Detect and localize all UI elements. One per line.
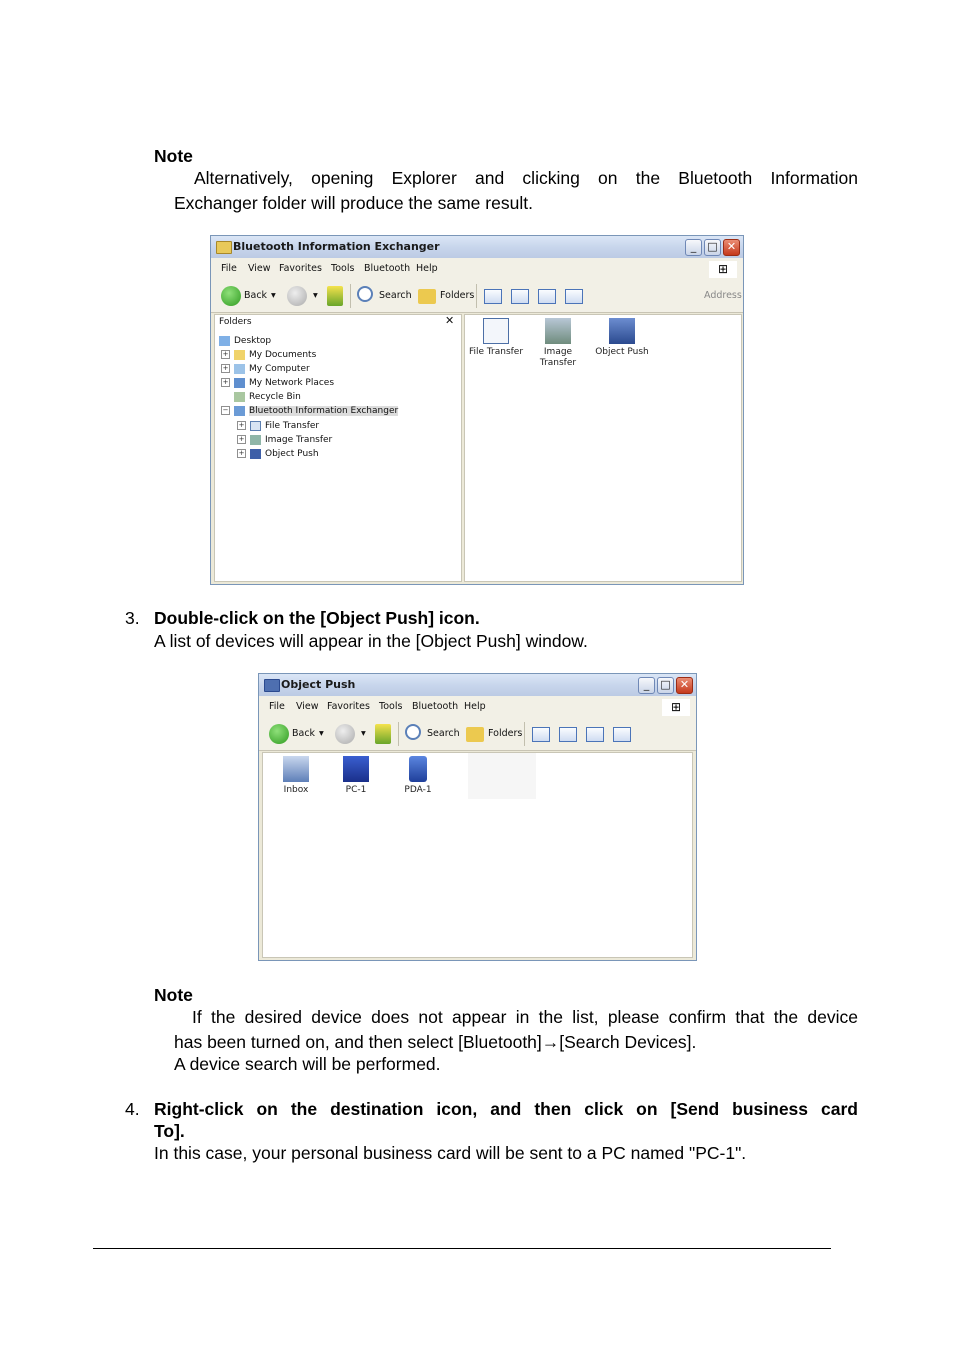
menu-file[interactable]: File [221,263,237,274]
view-tiles-icon[interactable] [511,289,529,304]
object-push-icon [264,679,280,692]
step-number: 3. [125,608,140,628]
step-title: Right-click on the destination icon, and then click on [Send business card [154,1099,858,1119]
folders-button[interactable]: Folders [488,728,523,739]
minimize-button[interactable]: _ [685,239,702,256]
search-button[interactable]: Search [427,728,460,739]
file-transfer-icon [250,421,261,431]
tree-item-my-computer[interactable]: + My Computer [222,364,310,374]
title-bar [259,674,696,696]
toolbar [211,280,743,313]
content-pane [262,752,693,958]
explorer-window-object-push [258,673,697,961]
menu-bluetooth[interactable]: Bluetooth [412,701,459,712]
tree-item-network-places[interactable]: + My Network Places [222,378,335,388]
menu-bar [259,696,696,719]
close-button[interactable]: ✕ [676,677,693,694]
search-icon[interactable] [405,724,421,740]
note-heading: Note [154,146,193,166]
note-text-line: Exchanger folder will produce the same result. [174,193,533,213]
item-file-transfer[interactable]: File Transfer [468,347,524,357]
menu-favorites[interactable]: Favorites [279,263,322,274]
windows-logo-icon: ⊞ [662,699,690,716]
up-folder-icon[interactable] [327,286,343,306]
tree-item-image-transfer[interactable]: + Image Transfer [238,435,333,445]
windows-logo-icon: ⊞ [709,261,737,278]
object-push-icon[interactable] [609,318,635,344]
note-text-line: Alternatively, opening Explorer and clicking on the Bluetooth Information [194,168,858,188]
close-button[interactable]: ✕ [723,239,740,256]
tree-item-object-push[interactable]: + Object Push [238,449,319,459]
title-bar [211,236,743,258]
computer-icon [234,364,245,374]
toolbar [259,718,696,751]
chevron-down-icon[interactable]: ▾ [313,290,318,301]
folders-button[interactable]: Folders [440,290,475,301]
window-title: Bluetooth Information Exchanger [233,240,440,253]
item-pda-1[interactable]: PDA-1 [404,785,432,795]
step-description: A list of devices will appear in the [Object Push] window. [154,631,588,651]
menu-favorites[interactable]: Favorites [327,701,370,712]
file-transfer-icon[interactable] [483,318,509,344]
menu-bluetooth[interactable]: Bluetooth [364,263,411,274]
folders-icon[interactable] [418,289,436,304]
recycle-bin-icon [234,392,245,402]
minimize-button[interactable]: _ [638,677,655,694]
view-list-icon[interactable] [565,289,583,304]
menu-tools[interactable]: Tools [379,701,403,712]
folders-pane [214,314,462,582]
up-folder-icon[interactable] [375,724,391,744]
address-label: Address [704,290,742,301]
search-button[interactable]: Search [379,290,412,301]
folders-icon[interactable] [466,727,484,742]
pda-icon[interactable] [409,756,427,782]
maximize-button[interactable]: □ [657,677,674,694]
back-button[interactable]: Back [244,290,268,301]
tree-item-my-documents[interactable]: + My Documents [222,350,317,360]
search-icon[interactable] [357,286,373,302]
view-thumbnails-icon[interactable] [532,727,550,742]
window-title: Object Push [281,678,356,691]
step-title: Double-click on the [Object Push] icon. [154,608,480,628]
chevron-down-icon[interactable]: ▾ [271,290,276,301]
content-pane [464,314,742,582]
inbox-icon[interactable] [283,756,309,782]
back-arrow-icon[interactable] [269,724,289,744]
item-image-transfer[interactable]: Image Transfer [539,347,577,368]
menu-bar [211,258,743,281]
forward-arrow-icon[interactable] [287,286,307,306]
menu-tools[interactable]: Tools [331,263,355,274]
step-title: To]. [154,1121,185,1141]
note-text-line: If the desired device does not appear in the list, please confirm that the device [192,1007,858,1027]
menu-view[interactable]: View [248,263,271,274]
maximize-button[interactable]: □ [704,239,721,256]
tree-item-desktop[interactable]: Desktop [219,334,271,348]
bluetooth-icon [234,406,245,416]
folders-pane-label: Folders [219,317,252,327]
back-arrow-icon[interactable] [221,286,241,306]
close-icon[interactable]: ✕ [445,314,455,327]
item-inbox[interactable]: Inbox [283,785,309,795]
tree-item-file-transfer[interactable]: + File Transfer [238,421,320,431]
documents-folder-icon [234,350,245,360]
step-description: In this case, your personal business card will be sent to a PC named "PC-1". [154,1143,747,1163]
forward-arrow-icon[interactable] [335,724,355,744]
view-tiles-icon[interactable] [559,727,577,742]
tree-item-bluetooth-exchanger[interactable]: − Bluetooth Information Exchanger [222,406,399,416]
object-push-icon [250,449,261,459]
explorer-window-bluetooth [210,235,744,585]
menu-file[interactable]: File [269,701,285,712]
menu-view[interactable]: View [296,701,319,712]
chevron-down-icon[interactable]: ▾ [319,728,324,739]
note-text-line: A device search will be performed. [174,1054,441,1074]
chevron-down-icon[interactable]: ▾ [361,728,366,739]
footer-rule [93,1248,831,1249]
view-icons-icon[interactable] [538,289,556,304]
tree-item-recycle-bin[interactable]: Recycle Bin [234,390,301,404]
folder-icon [216,241,232,254]
note-heading: Note [154,985,193,1005]
view-thumbnails-icon[interactable] [484,289,502,304]
step-number: 4. [125,1099,140,1119]
item-pc-1[interactable]: PC-1 [345,785,367,795]
menu-help[interactable]: Help [416,263,438,274]
selection-highlight [468,753,536,799]
image-transfer-icon[interactable] [545,318,571,344]
desktop-icon [219,336,230,346]
menu-help[interactable]: Help [464,701,486,712]
note-text-line: has been turned on, and then select [Bluetooth]→[Search Devices]. [174,1032,697,1052]
pc-icon[interactable] [343,756,369,782]
view-icons-icon[interactable] [586,727,604,742]
back-button[interactable]: Back [292,728,316,739]
item-object-push[interactable]: Object Push [595,347,649,357]
network-icon [234,378,245,388]
image-transfer-icon [250,435,261,445]
view-list-icon[interactable] [613,727,631,742]
